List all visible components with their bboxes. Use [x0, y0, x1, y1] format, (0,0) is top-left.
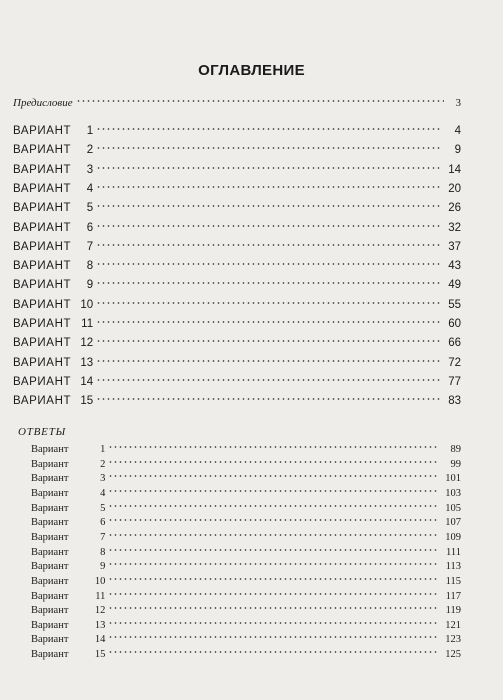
- answer-word: Вариант: [31, 458, 69, 470]
- toc-entry-answer[interactable]: [31, 591, 461, 602]
- toc-entry-variant[interactable]: [13, 299, 461, 311]
- toc-entry-variant[interactable]: [13, 279, 461, 291]
- toc-entry-variant[interactable]: [13, 222, 461, 234]
- variant-word: ВАРИАНТ: [13, 318, 72, 330]
- page-number: 83: [448, 395, 461, 408]
- toc-entry-variant[interactable]: [13, 337, 461, 349]
- toc-entry-variant[interactable]: [13, 183, 461, 195]
- page-number: 123: [445, 634, 461, 646]
- entry-label: [31, 473, 105, 484]
- dot-leader: [108, 621, 438, 625]
- toc-entry-answer[interactable]: [31, 634, 461, 645]
- page-number: 117: [445, 590, 461, 602]
- variant-word: ВАРИАНТ: [13, 337, 72, 350]
- answer-number: 4: [100, 487, 106, 499]
- answer-number: 6: [100, 517, 106, 529]
- page-number: 32: [448, 221, 461, 234]
- variant-word: ВАРИАНТ: [13, 144, 72, 157]
- page-number: 37: [448, 240, 461, 253]
- dot-leader: [108, 474, 438, 478]
- toc-entry-variant[interactable]: [13, 144, 461, 156]
- variant-number: 7: [86, 240, 94, 253]
- page-number: 20: [448, 182, 461, 195]
- answer-number: 15: [94, 649, 106, 661]
- page-number: 4: [454, 125, 461, 137]
- entry-label: [13, 164, 93, 176]
- toc-title: ОГЛАВЛЕНИЕ: [198, 62, 305, 79]
- dot-leader: [76, 99, 444, 103]
- variant-number: 15: [80, 395, 94, 408]
- page-number: 109: [445, 531, 461, 543]
- variant-number: 3: [86, 163, 94, 176]
- toc-entry-variant[interactable]: [13, 202, 461, 214]
- entry-label: [31, 576, 105, 587]
- toc-entry-answer[interactable]: [31, 488, 461, 499]
- entry-label: [31, 532, 105, 543]
- toc-entry-answer[interactable]: [31, 532, 461, 543]
- toc-entry-answer[interactable]: [31, 444, 461, 455]
- answer-number: 13: [94, 619, 106, 631]
- page-number: 89: [450, 444, 461, 455]
- dot-leader: [96, 281, 442, 285]
- page-number: 43: [448, 260, 461, 273]
- answer-word: Вариант: [31, 546, 69, 558]
- dot-leader: [108, 445, 438, 449]
- entry-label: [31, 634, 105, 645]
- variant-word: ВАРИАНТ: [13, 260, 72, 273]
- toc-entry-variant[interactable]: [13, 164, 461, 176]
- entry-label: [13, 337, 93, 349]
- toc-entry-answer[interactable]: [31, 561, 461, 572]
- page-number: 119: [445, 605, 461, 617]
- entry-label: [31, 649, 105, 660]
- page-number: 99: [450, 458, 461, 470]
- toc-entry-variant[interactable]: [13, 318, 461, 330]
- entry-label: [13, 260, 93, 272]
- answer-word: Вариант: [31, 517, 69, 529]
- variant-word: ВАРИАНТ: [13, 375, 72, 388]
- entry-label: [13, 318, 93, 330]
- dot-leader: [108, 518, 438, 522]
- answer-word: Вариант: [31, 444, 69, 455]
- page-number: 101: [445, 473, 461, 485]
- variant-number: 1: [86, 125, 94, 137]
- entry-label: [31, 503, 105, 514]
- page-number: 107: [445, 517, 461, 529]
- answer-word: Вариант: [31, 619, 69, 631]
- variant-word: ВАРИАНТ: [13, 221, 72, 234]
- answer-word: Вариант: [31, 502, 69, 514]
- answer-word: Вариант: [31, 605, 69, 617]
- page-number: 26: [448, 202, 461, 215]
- variant-word: ВАРИАНТ: [13, 279, 72, 292]
- toc-entry-variant[interactable]: [13, 125, 461, 137]
- variant-number: 8: [86, 260, 94, 273]
- entry-label: [13, 241, 93, 253]
- dot-leader: [96, 243, 442, 247]
- entry-label: [31, 459, 105, 470]
- toc-entry-answer[interactable]: [31, 649, 461, 660]
- page-number: 60: [448, 318, 461, 330]
- dot-leader: [108, 548, 438, 552]
- page-number: 115: [445, 575, 461, 587]
- toc-entry-variant[interactable]: [13, 357, 461, 369]
- variant-number: 2: [86, 144, 94, 157]
- answer-word: Вариант: [31, 649, 69, 661]
- variant-word: ВАРИАНТ: [13, 163, 72, 176]
- entry-label: [13, 357, 93, 369]
- answer-number: 5: [100, 502, 106, 514]
- dot-leader: [96, 320, 442, 324]
- dot-leader: [108, 577, 438, 581]
- dot-leader: [108, 592, 438, 596]
- variant-word: ВАРИАНТ: [13, 395, 72, 408]
- answer-number: 1: [100, 444, 106, 455]
- answer-number: 12: [94, 605, 106, 617]
- page-number: 103: [445, 487, 461, 499]
- entry-label: [13, 376, 93, 388]
- entry-label: [31, 591, 105, 602]
- variant-number: 13: [80, 356, 94, 369]
- entry-label: [31, 561, 105, 572]
- dot-leader: [96, 127, 442, 131]
- dot-leader: [108, 489, 438, 493]
- entry-label: [13, 125, 93, 137]
- entry-label: [13, 299, 93, 311]
- variant-word: ВАРИАНТ: [13, 182, 72, 195]
- answer-word: Вариант: [31, 575, 69, 587]
- variant-word: ВАРИАНТ: [13, 202, 72, 215]
- dot-leader: [96, 397, 442, 401]
- preface-label: Предисловие: [13, 97, 73, 109]
- dot-leader: [108, 635, 438, 639]
- toc-entry-variant[interactable]: [13, 241, 461, 253]
- toc-entry-variant[interactable]: [13, 260, 461, 272]
- page-number: 121: [445, 619, 461, 631]
- page-number: 3: [455, 97, 461, 109]
- answer-number: 3: [100, 473, 106, 485]
- entry-label: [31, 444, 105, 455]
- toc-entry-variant[interactable]: [13, 376, 461, 388]
- dot-leader: [108, 533, 438, 537]
- answers-heading: ОТВЕТЫ: [18, 426, 67, 438]
- dot-leader: [96, 166, 442, 170]
- page-number: 9: [454, 144, 461, 157]
- page-number: 77: [448, 375, 461, 388]
- dot-leader: [108, 460, 438, 464]
- page-number: 55: [448, 298, 461, 311]
- page-number: 14: [448, 163, 461, 176]
- toc-entry-preface[interactable]: [13, 97, 461, 109]
- entry-label: [13, 202, 93, 214]
- toc-entry-answer[interactable]: [31, 517, 461, 528]
- variant-number: 6: [86, 221, 94, 234]
- answer-word: Вариант: [31, 634, 69, 646]
- dot-leader: [96, 339, 442, 343]
- answer-word: Вариант: [31, 473, 69, 485]
- dot-leader: [96, 204, 442, 208]
- variant-number: 12: [80, 337, 94, 350]
- answer-number: 7: [100, 531, 106, 543]
- dot-leader: [96, 378, 442, 382]
- variant-number: 10: [80, 298, 94, 311]
- entry-label: [13, 222, 93, 234]
- dot-leader: [108, 606, 438, 610]
- variant-word: ВАРИАНТ: [13, 298, 72, 311]
- entry-label: [31, 605, 105, 616]
- dot-leader: [96, 224, 442, 228]
- variant-number: 11: [81, 318, 94, 330]
- page-number: 66: [448, 337, 461, 350]
- answer-word: Вариант: [31, 531, 69, 543]
- page-number: 105: [445, 502, 461, 514]
- entry-label: [13, 279, 93, 291]
- answer-word: Вариант: [31, 590, 69, 602]
- page-number: 125: [445, 649, 461, 661]
- dot-leader: [108, 562, 438, 566]
- page-number: 49: [448, 279, 461, 292]
- dot-leader: [96, 146, 442, 150]
- dot-leader: [108, 504, 438, 508]
- entry-label: [31, 517, 105, 528]
- entry-label: [13, 183, 93, 195]
- toc-entry-answer[interactable]: [31, 473, 461, 484]
- dot-leader: [108, 650, 438, 654]
- answer-number: 8: [100, 546, 106, 558]
- answer-number: 9: [100, 561, 106, 573]
- answer-word: Вариант: [31, 487, 69, 499]
- dot-leader: [96, 262, 442, 266]
- entry-label: [13, 144, 93, 156]
- toc-entry-variant[interactable]: [13, 395, 461, 407]
- toc-entry-answer[interactable]: [31, 620, 461, 631]
- variant-word: ВАРИАНТ: [13, 240, 72, 253]
- entry-label: [13, 395, 93, 407]
- toc-entry-answer[interactable]: [31, 605, 461, 616]
- page-number: 111: [446, 546, 461, 558]
- entry-label: [31, 620, 105, 631]
- variant-word: ВАРИАНТ: [13, 356, 72, 369]
- page-number: 113: [445, 561, 461, 573]
- entry-label: [31, 488, 105, 499]
- variant-word: ВАРИАНТ: [13, 125, 72, 137]
- dot-leader: [96, 301, 442, 305]
- dot-leader: [96, 185, 442, 189]
- page-number: 72: [448, 356, 461, 369]
- answer-number: 11: [95, 590, 106, 602]
- toc-entry-answer[interactable]: [31, 459, 461, 470]
- entry-label: [31, 547, 105, 558]
- variant-number: 5: [86, 202, 94, 215]
- dot-leader: [96, 359, 442, 363]
- toc-entry-answer[interactable]: [31, 576, 461, 587]
- answer-number: 14: [94, 634, 106, 646]
- answer-number: 2: [100, 458, 106, 470]
- variant-number: 4: [86, 182, 94, 195]
- answer-number: 10: [94, 575, 106, 587]
- toc-entry-answer[interactable]: [31, 547, 461, 558]
- answer-word: Вариант: [31, 561, 69, 573]
- variant-number: 9: [86, 279, 94, 292]
- toc-entry-answer[interactable]: [31, 503, 461, 514]
- variant-number: 14: [80, 375, 94, 388]
